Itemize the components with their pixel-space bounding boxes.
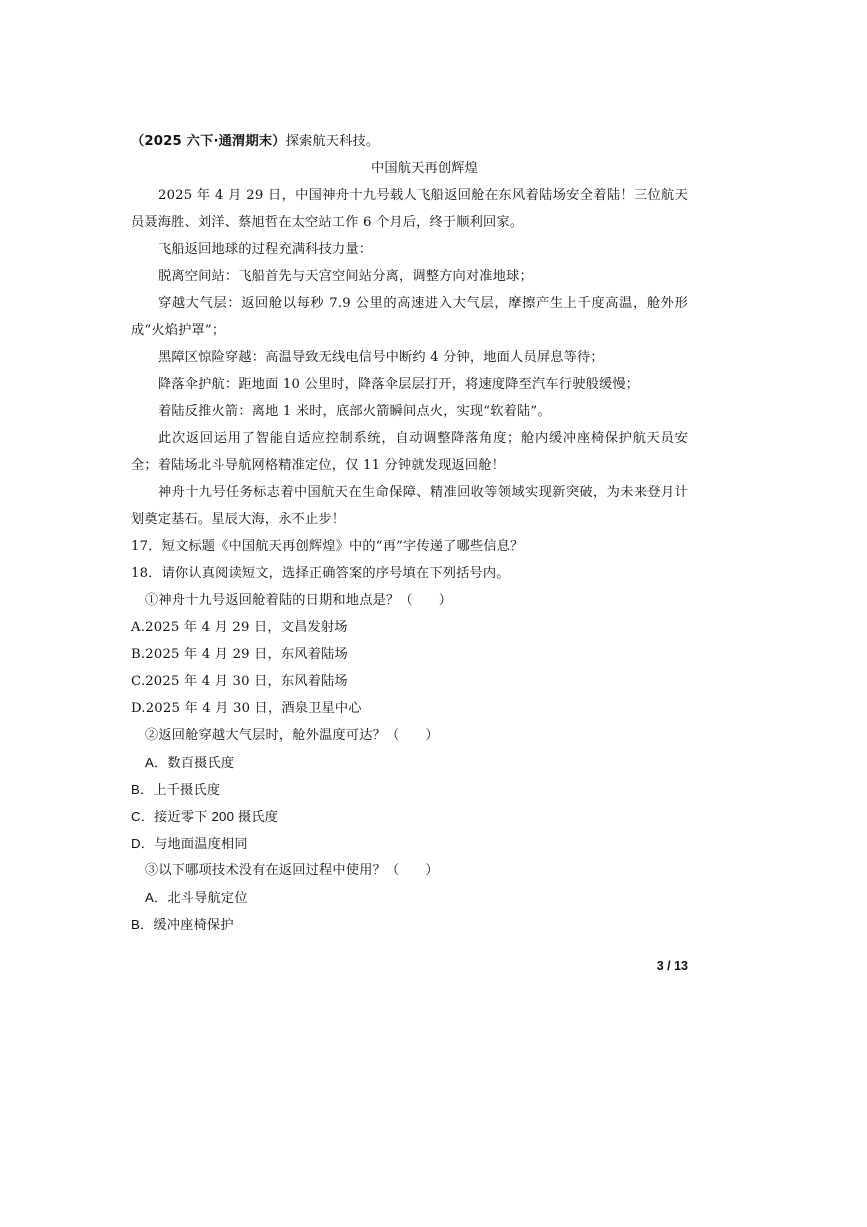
document-page [131, 128, 688, 938]
subquestion-stem: ③以下哪项技术没有在返回过程中使用？（ [145, 863, 400, 878]
subquestion-2: ②返回舱穿越大气层时，舱外温度可达？（ ） [145, 728, 439, 743]
article-paragraph: 2025 年 4 月 29 日，中国神舟十九号载人飞船返回舱在东风着陆场安全着陆！三位航天员聂海胜、刘洋、蔡旭哲在太空站工作 6 个月后，终于顺利回家。 [131, 188, 688, 230]
subquestion-stem: ①神舟十九号返回舱着陆的日期和地点是？（ [145, 593, 413, 608]
option-a: A.2025 年 4 月 29 日，文昌发射场 [131, 620, 348, 635]
option-a: A．北斗导航定位 [145, 890, 248, 905]
subquestion-3: ③以下哪项技术没有在返回过程中使用？（ ） [145, 863, 439, 878]
option-c: C．接近零下 200 摄氏度 [131, 809, 279, 824]
option-b: B．上千摄氏度 [131, 782, 221, 797]
article-paragraph: 穿越大气层：返回舱以每秒 7.9 公里的高速进入大气层，摩擦产生上千度高温，舱外形成“火焰护罩”； [131, 296, 688, 338]
question-topic: 探索航天科技。 [285, 134, 380, 149]
article-paragraph: 降落伞护航：距地面 10 公里时，降落伞层层打开，将速度降至汽车行驶般缓慢； [158, 377, 640, 392]
option-b: B.2025 年 4 月 29 日，东风着陆场 [131, 647, 348, 662]
option-d: D.2025 年 4 月 30 日，酒泉卫星中心 [131, 701, 362, 716]
article-paragraph: 此次返回运用了智能自适应控制系统，自动调整降落角度；舱内缓冲座椅保护航天员安全；着陆场北斗导航网格精准定位，仅 11 分钟就发现返回舱！ [131, 431, 688, 473]
article-paragraph: 着陆反推火箭：离地 1 米时，底部火箭瞬间点火，实现“软着陆”。 [158, 404, 551, 419]
question-17: 17．短文标题《中国航天再创辉煌》中的“再”字传递了哪些信息？ [131, 539, 524, 554]
article-paragraph: 脱离空间站：飞船首先与天宫空间站分离，调整方向对准地球； [158, 269, 533, 284]
article-title: 中国航天再创辉煌 [370, 161, 479, 176]
option-a: A．数百摄氏度 [145, 755, 235, 770]
subquestion-1: ①神舟十九号返回舱着陆的日期和地点是？（ ） [145, 593, 453, 608]
option-d: D．与地面温度相同 [131, 836, 248, 851]
question-18: 18．请你认真阅读短文，选择正确答案的序号填在下列括号内。 [131, 566, 510, 581]
article-paragraph: 飞船返回地球的过程充满科技力量： [158, 242, 373, 257]
question-source: （2025 六下·通渭期末） [131, 134, 286, 149]
subquestion-stem: ②返回舱穿越大气层时，舱外温度可达？（ [145, 728, 400, 743]
option-b: B．缓冲座椅保护 [131, 917, 234, 932]
question-header [131, 128, 688, 155]
article-paragraph: 黑障区惊险穿越：高温导致无线电信号中断约 4 分钟，地面人员屏息等待； [158, 350, 604, 365]
page-number: 3 / 13 [656, 959, 688, 973]
option-c: C.2025 年 4 月 30 日，东风着陆场 [131, 674, 348, 689]
article-paragraph: 神舟十九号任务标志着中国航天在生命保障、精准回收等领域实现新突破，为未来登月计划奠定基石。星辰大海，永不止步！ [131, 485, 688, 527]
